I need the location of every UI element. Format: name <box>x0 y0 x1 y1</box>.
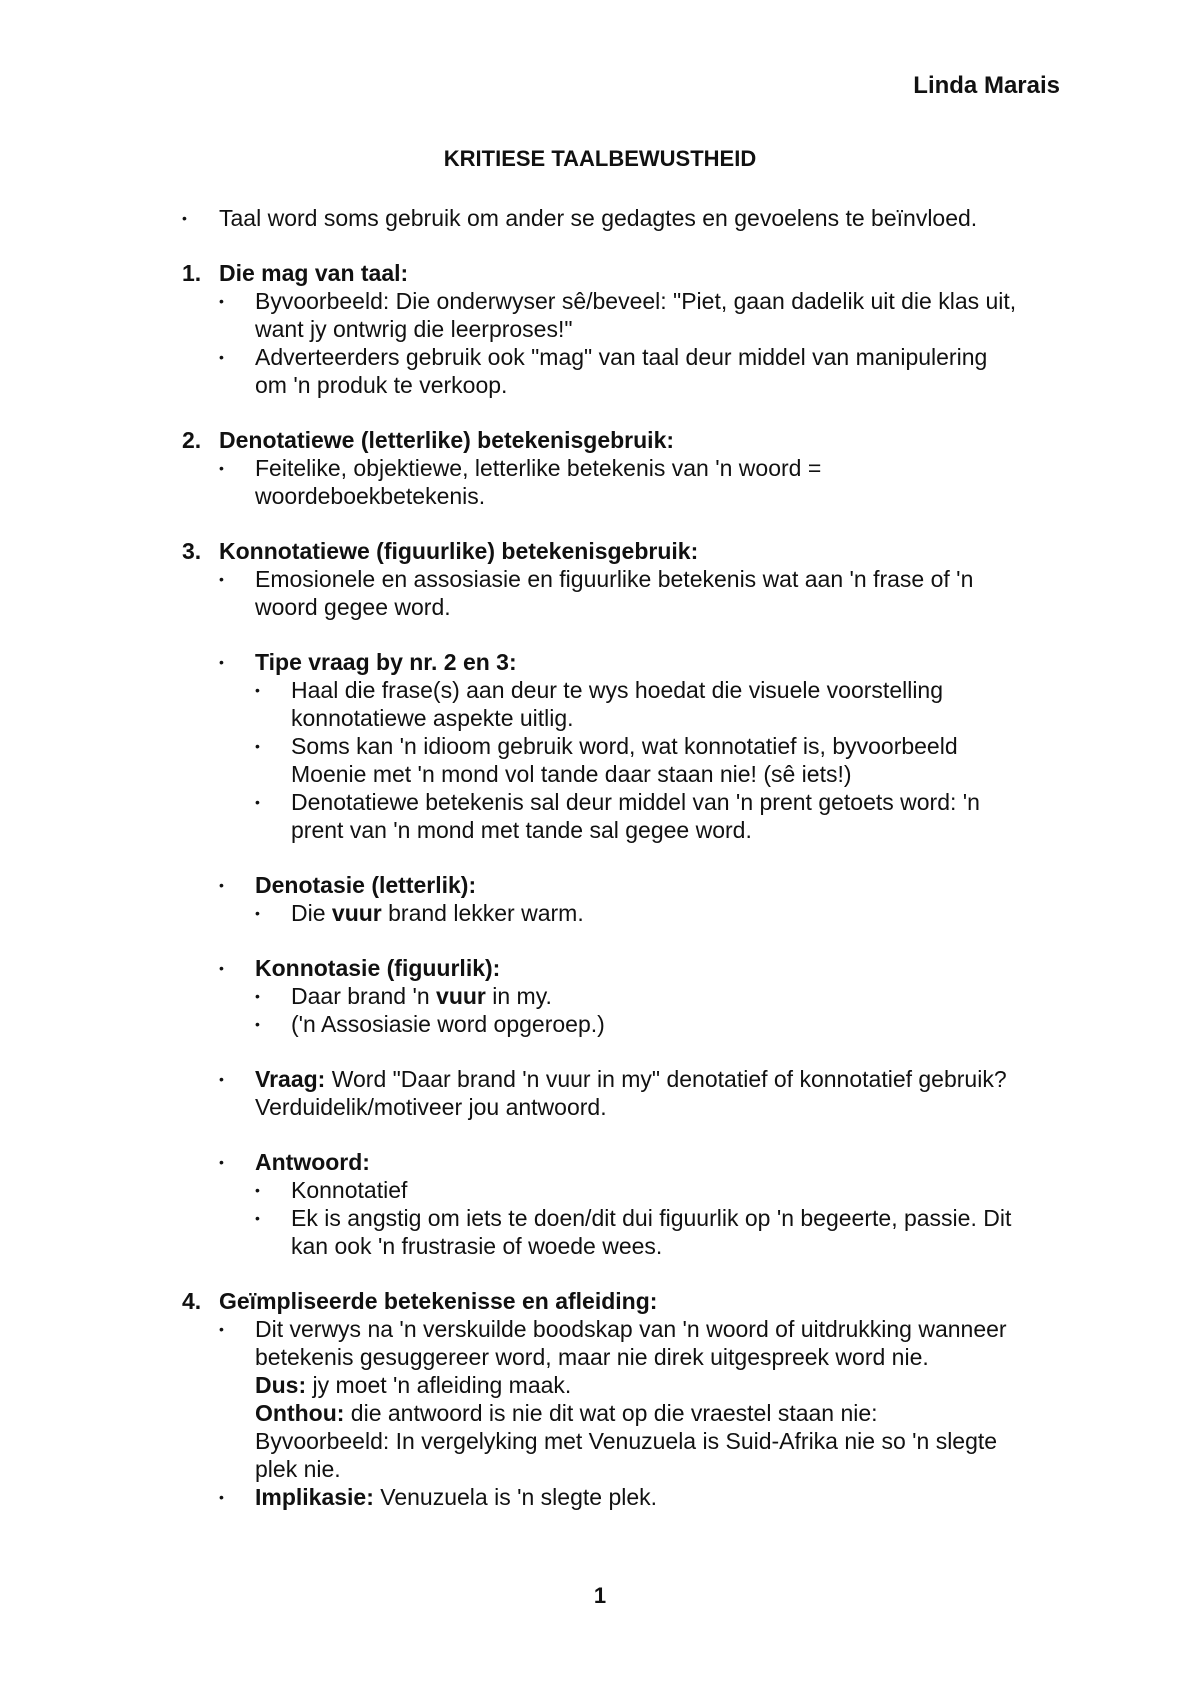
bullet-icon: • <box>219 960 224 976</box>
konnotasie-heading <box>182 954 1062 982</box>
item-line: Emosionele en assosiasie en figuurlike betekenis wat aan 'n frase of 'n <box>255 566 974 592</box>
item-line: konnotatiewe aspekte uitlig. <box>291 705 574 731</box>
item-line <box>255 1371 1062 1399</box>
list-item <box>182 1010 1062 1038</box>
sub-heading: Konnotasie (figuurlik): <box>255 955 501 981</box>
sub-heading: Denotasie (letterlik): <box>255 872 477 898</box>
list-item <box>182 1483 1062 1511</box>
list-item <box>182 676 1062 732</box>
implikasie-label: Implikasie: <box>255 1484 374 1510</box>
vraag-item <box>182 1065 1062 1121</box>
list-item <box>182 982 1062 1010</box>
list-item <box>182 788 1062 844</box>
item-line: Adverteerders gebruik ook "mag" van taal deur middel van manipulering <box>255 344 988 370</box>
list-item <box>182 1315 1062 1483</box>
list-item <box>182 1176 1062 1204</box>
item-line: Soms kan 'n idioom gebruik word, wat konnotatief is, byvoorbeeld <box>291 733 958 759</box>
bold-word: vuur <box>436 983 486 1009</box>
antwoord-heading <box>182 1148 1062 1176</box>
page-number: 1 <box>593 1583 607 1608</box>
section-1-heading <box>182 259 1062 287</box>
section-heading: Die mag van taal: <box>219 260 409 286</box>
item-line: Dit verwys na 'n verskuilde boodskap van 'n woord of uitdrukking wanneer <box>255 1316 1007 1342</box>
section-3-heading <box>182 537 1062 565</box>
onthou-label: Onthou: <box>255 1400 345 1426</box>
item-line: Ek is angstig om iets te doen/dit dui figuurlik op 'n begeerte, passie. Dit <box>291 1205 1012 1231</box>
section-2-heading <box>182 426 1062 454</box>
author-name: Linda Marais <box>913 72 1060 99</box>
bullet-icon: • <box>219 1154 224 1170</box>
page-title: KRITIESE TAALBEWUSTHEID <box>443 146 757 171</box>
text-run: die antwoord is nie dit wat op die vraestel staan nie: <box>344 1400 878 1426</box>
vraag-label: Vraag: <box>255 1066 326 1092</box>
item-line: want jy ontwrig die leerproses!" <box>255 316 573 342</box>
bullet-icon: • <box>255 1210 260 1226</box>
tipe-vraag-heading <box>182 648 1062 676</box>
bullet-icon: • <box>255 794 260 810</box>
item-line: Haal die frase(s) aan deur te wys hoedat die visuele voorstelling <box>291 677 944 703</box>
bullet-icon: • <box>219 1071 224 1087</box>
item-line: plek nie. <box>255 1456 341 1482</box>
denotasie-heading <box>182 871 1062 899</box>
text-run: Daar brand 'n <box>291 983 437 1009</box>
section-heading: Konnotatiewe (figuurlike) betekenisgebruik: <box>219 538 699 564</box>
bullet-icon: • <box>255 1016 260 1032</box>
text-run: in my. <box>485 983 552 1009</box>
bullet-icon: • <box>255 905 260 921</box>
item-line <box>291 982 1062 1010</box>
text-run: brand lekker warm. <box>381 900 584 926</box>
dus-label: Dus: <box>255 1372 307 1398</box>
bullet-icon: • <box>219 571 224 587</box>
list-item <box>182 899 1062 927</box>
item-line: Konnotatief <box>291 1177 408 1203</box>
text-run: Die <box>291 900 332 926</box>
section-number: 3. <box>182 538 202 564</box>
item-line: Moenie met 'n mond vol tande daar staan nie! (sê iets!) <box>291 761 852 787</box>
section-heading: Geïmpliseerde betekenisse en afleiding: <box>219 1288 658 1314</box>
bullet-icon: • <box>219 1489 224 1505</box>
section-number: 1. <box>182 260 202 286</box>
section-heading: Denotatiewe (letterlike) betekenisgebruik: <box>219 427 675 453</box>
bullet-icon: • <box>219 349 224 365</box>
bullet-icon: • <box>219 460 224 476</box>
bullet-icon: • <box>182 210 187 226</box>
bullet-icon: • <box>255 682 260 698</box>
bullet-icon: • <box>219 1321 224 1337</box>
bold-word: vuur <box>331 900 382 926</box>
item-line: kan ook 'n frustrasie of woede wees. <box>291 1233 663 1259</box>
item-line: Verduidelik/motiveer jou antwoord. <box>255 1094 607 1120</box>
item-line: Byvoorbeeld: Die onderwyser sê/beveel: "Piet, gaan dadelik uit die klas uit, <box>255 288 1017 314</box>
list-item <box>182 454 1062 510</box>
bullet-icon: • <box>219 293 224 309</box>
document-body <box>182 204 1062 1511</box>
item-line <box>255 1065 1062 1093</box>
bullet-icon: • <box>255 1182 260 1198</box>
item-line: woord gegee word. <box>255 594 451 620</box>
bullet-icon: • <box>255 988 260 1004</box>
intro-item <box>182 204 1062 232</box>
item-line <box>255 1399 1062 1427</box>
item-line: om 'n produk te verkoop. <box>255 372 508 398</box>
text-run: jy moet 'n afleiding maak. <box>306 1372 572 1398</box>
list-item <box>182 732 1062 788</box>
list-item <box>182 1204 1062 1260</box>
section-4-heading <box>182 1287 1062 1315</box>
text-run: Word "Daar brand 'n vuur in my" denotatief of konnotatief gebruik? <box>325 1066 1007 1092</box>
item-line: Feitelike, objektiewe, letterlike betekenis van 'n woord = <box>255 455 822 481</box>
bullet-icon: • <box>255 738 260 754</box>
item-line: betekenis gesuggereer word, maar nie direk uitgespreek word nie. <box>255 1344 929 1370</box>
sub-heading: Tipe vraag by nr. 2 en 3: <box>255 649 517 675</box>
item-line <box>291 899 1062 927</box>
list-item <box>182 343 1062 399</box>
item-line: woordeboekbetekenis. <box>255 483 486 509</box>
text-run: Venuzuela is 'n slegte plek. <box>373 1484 658 1510</box>
item-line: ('n Assosiasie word opgeroep.) <box>291 1011 605 1037</box>
list-item <box>182 565 1062 621</box>
item-line: Byvoorbeeld: In vergelyking met Venuzuela is Suid-Afrika nie so 'n slegte <box>255 1428 998 1454</box>
bullet-icon: • <box>219 877 224 893</box>
item-line: prent van 'n mond met tande sal gegee word. <box>291 817 752 843</box>
item-line <box>255 1483 1062 1511</box>
list-item <box>182 287 1062 343</box>
sub-heading: Antwoord: <box>255 1149 370 1175</box>
intro-text: Taal word soms gebruik om ander se gedagtes en gevoelens te beïnvloed. <box>219 205 978 231</box>
item-line: Denotatiewe betekenis sal deur middel van 'n prent getoets word: 'n <box>291 789 980 815</box>
section-number: 2. <box>182 427 202 453</box>
bullet-icon: • <box>219 654 224 670</box>
section-number: 4. <box>182 1288 202 1314</box>
